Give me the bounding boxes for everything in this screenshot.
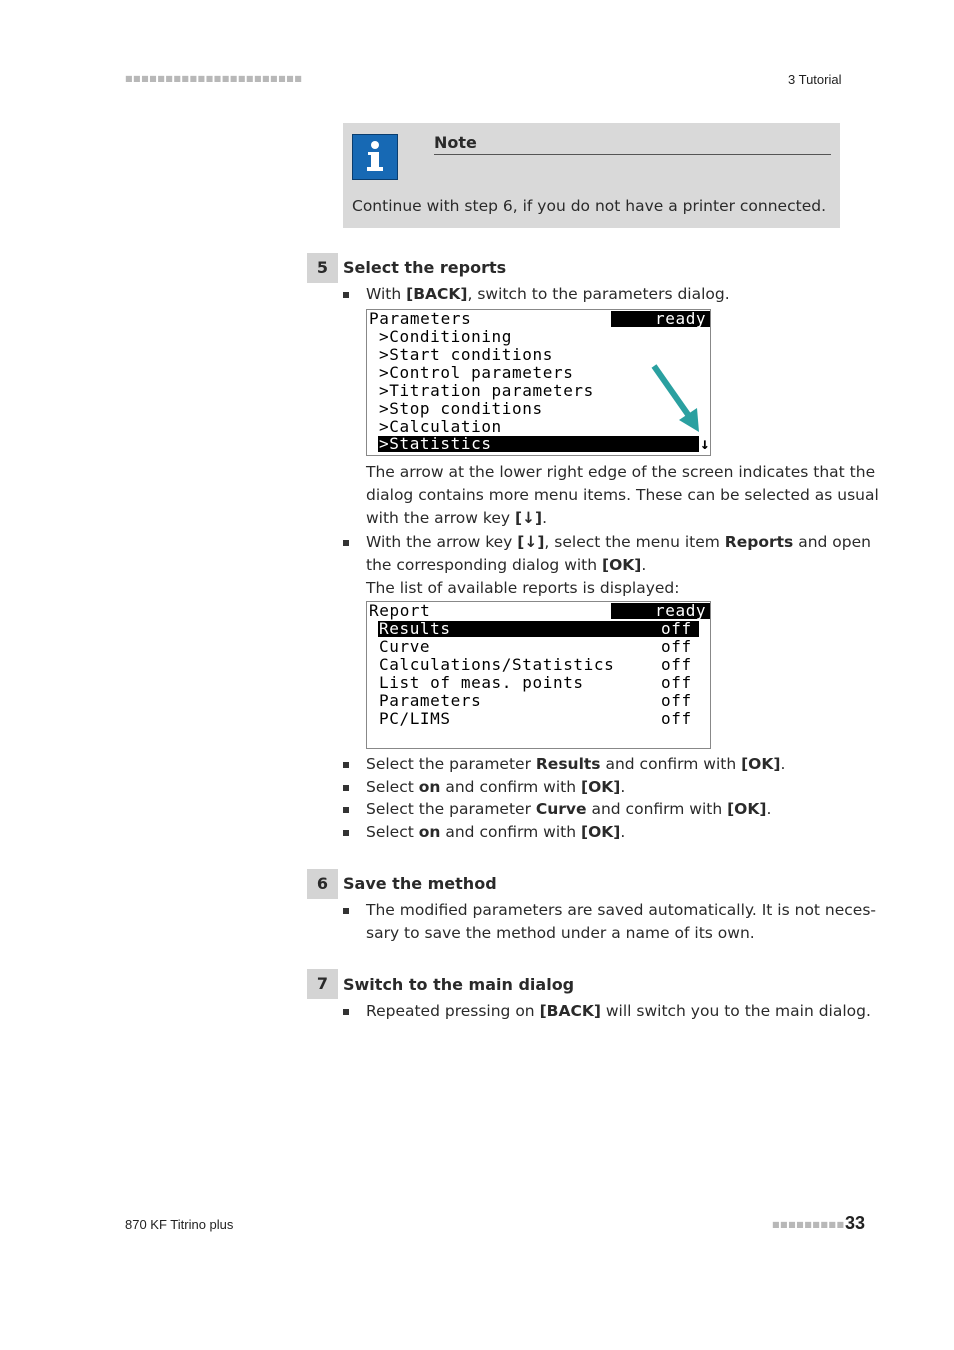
bullet-marker xyxy=(343,807,349,813)
bullet-marker xyxy=(343,830,349,836)
screen-title: Parameters xyxy=(369,309,472,328)
report-value: off xyxy=(661,709,692,728)
note-title: Note xyxy=(434,133,831,155)
note-text: Continue with step 6, if you do not have a printer connected. xyxy=(352,197,826,215)
bullet-item: Repeated pressing on [BACK] will switch you to the main dialog. xyxy=(366,1002,871,1020)
menu-item: >Titration parameters xyxy=(379,381,594,400)
menu-item: >Stop conditions xyxy=(379,399,543,418)
menu-item: >Conditioning xyxy=(379,327,513,346)
status-label: ready xyxy=(655,309,707,328)
bullet-marker xyxy=(343,785,349,791)
bullet-marker xyxy=(343,540,349,546)
bullet-marker xyxy=(343,762,349,768)
page-number: 33 xyxy=(845,1213,866,1233)
step-number: 5 xyxy=(307,253,338,283)
report-value: off xyxy=(661,655,692,674)
step-title: Save the method xyxy=(343,874,497,893)
step-title: Select the reports xyxy=(343,258,507,277)
status-label: ready xyxy=(655,601,707,620)
menu-item: >Control parameters xyxy=(379,363,574,382)
bullet-marker xyxy=(343,1009,349,1015)
menu-item: >Calculation xyxy=(379,417,502,436)
bullet-marker xyxy=(343,292,349,298)
bullet-item: Select on and confirm with [OK]. xyxy=(366,778,626,796)
step-title: Switch to the main dialog xyxy=(343,975,575,994)
bullet-item: With [BACK], switch to the parameters dialog. xyxy=(366,285,730,303)
step-number: 6 xyxy=(307,869,338,899)
footer-decoration: ■■■■■■■■■ xyxy=(772,1220,845,1229)
pointer-arrow-icon xyxy=(649,362,704,434)
bullet-marker xyxy=(343,908,349,914)
menu-item: >Start conditions xyxy=(379,345,553,364)
arrow-down-icon: ↓ xyxy=(700,434,711,453)
bullet-item: With the arrow key [↓], select the menu item Reports and open the corresponding dialog with [OK]. The list of available reports is displayed: xyxy=(366,533,871,597)
report-name: PC/LIMS xyxy=(379,709,451,728)
info-icon xyxy=(352,134,398,180)
paragraph: The arrow at the lower right edge of the screen indicates that the dialog contains more menu items. These can be selected as usual with the arrow key [↓]. xyxy=(366,463,879,527)
report-value: off xyxy=(661,673,692,692)
report-value: off xyxy=(661,691,692,710)
bullet-item: Select the parameter Results and confirm with [OK]. xyxy=(366,755,786,773)
product-name: 870 KF Titrino plus xyxy=(125,1217,234,1232)
report-name: Results xyxy=(379,619,451,638)
bullet-item: Select on and confirm with [OK]. xyxy=(366,823,626,841)
selected-menu-item: >Statistics xyxy=(379,434,492,453)
report-name: List of meas. points xyxy=(379,673,584,692)
report-screen xyxy=(366,601,711,749)
step-number: 7 xyxy=(307,969,338,999)
report-name: Parameters xyxy=(379,691,482,710)
report-value: off xyxy=(661,619,692,638)
parameters-screen xyxy=(366,309,711,456)
bullet-item: Select the parameter Curve and confirm with [OK]. xyxy=(366,800,772,818)
report-value: off xyxy=(661,637,692,656)
chapter-label: 3 Tutorial xyxy=(788,72,842,87)
bullet-item: The modified parameters are saved automatically. It is not neces- sary to save the method under a name of its own. xyxy=(366,901,877,942)
header-decoration: ■■■■■■■■■■■■■■■■■■■■■■ xyxy=(125,74,303,83)
report-name: Curve xyxy=(379,637,431,656)
report-name: Calculations/Statistics xyxy=(379,655,615,674)
screen-title: Report xyxy=(369,601,431,620)
